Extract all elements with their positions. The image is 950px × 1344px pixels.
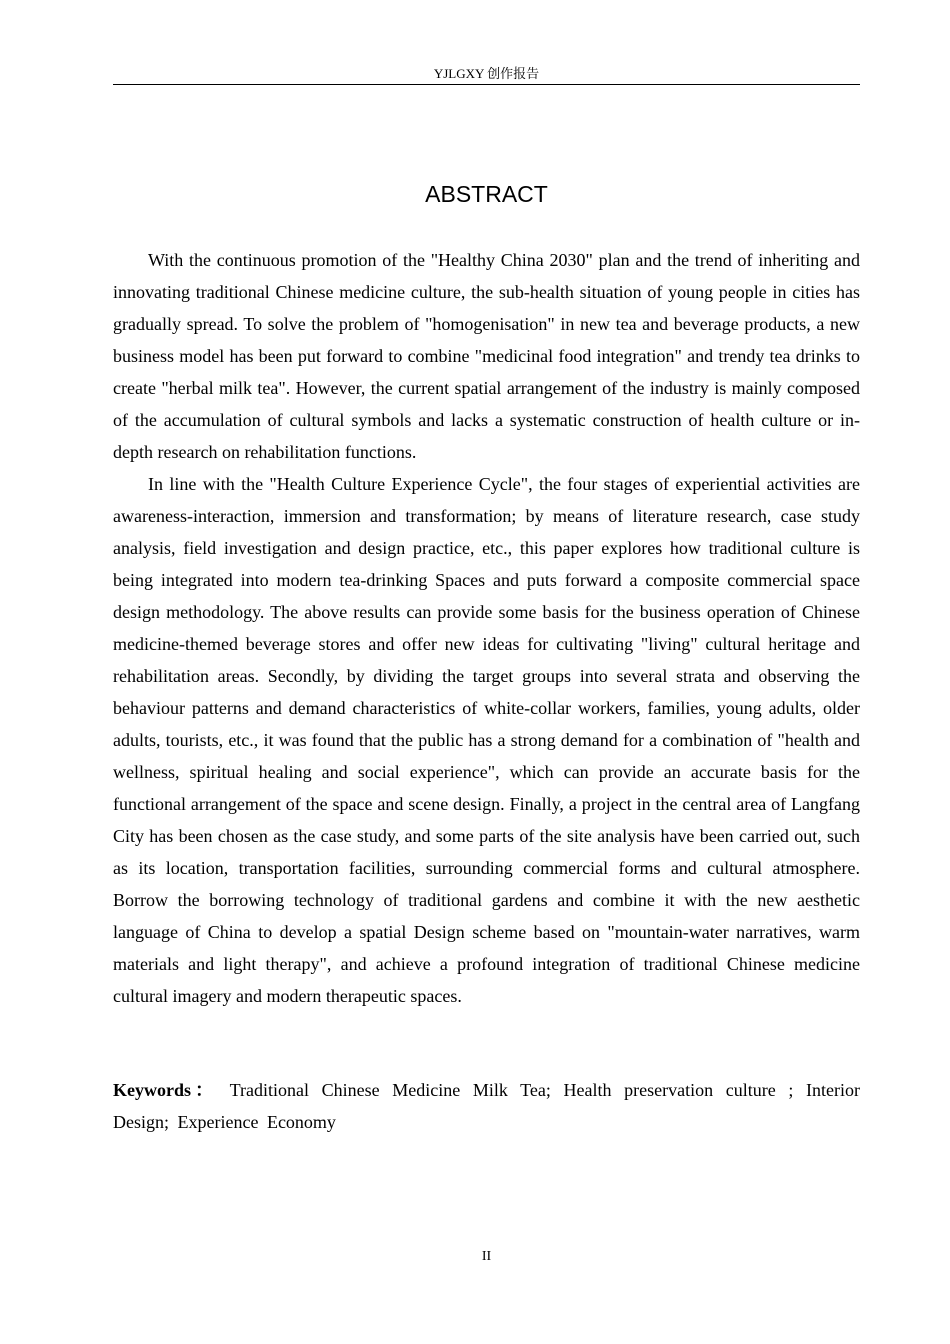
running-header: YJLGXY 创作报告 — [113, 64, 860, 85]
page-number: II — [481, 1249, 492, 1264]
abstract-paragraph-2: In line with the "Health Culture Experience Cycle", the four stages of experiential activities are awareness-interaction, immersion and transformation; by means of literature research, case study analysis, field investigation and design practice, etc., this paper explores how traditional culture is being integrated into modern tea-drinking Spaces and puts forward a composite commercial space design methodology. The above results can provide some basis for the business operation of Chinese medicine-themed beverage stores and offer new ideas for cultivating "living" cultural heritage and rehabilitation areas. Secondly, by dividing the target groups into several strata and observing the behaviour patterns and demand characteristics of white-collar workers, families, young adults, older adults, tourists, etc., it was found that the public has a strong demand for a combination of "health and wellness, spiritual healing and social experience", which can provide an accurate basis for the functional arrangement of the space and scene design. Finally, a project in the central area of Langfang City has been chosen as the case study, and some parts of the site analysis have been carried out, such as its location, transportation facilities, surrounding commercial forms and cultural atmosphere. Borrow the borrowing technology of traditional gardens and combine it with the new aesthetic language of China to develop a spatial Design scheme based on "mountain-water narratives, warm materials and light therapy", and achieve a profound integration of traditional Chinese medicine cultural imagery and modern therapeutic spaces. — [113, 474, 860, 1006]
keywords-line — [113, 1074, 860, 1138]
abstract-title: ABSTRACT — [425, 181, 548, 207]
abstract-paragraph-1: With the continuous promotion of the "Healthy China 2030" plan and the trend of inheriting and innovating traditional Chinese medicine culture, the sub-health situation of young people in cities has gradually spread. To solve the problem of "homogenisation" in new tea and beverage products, a new business model has been put forward to combine "medicinal food integration" and trendy tea drinks to create "herbal milk tea". However, the current spatial arrangement of the industry is mainly composed of the accumulation of cultural symbols and lacks a systematic construction of health culture or in-depth research on rehabilitation functions. — [113, 250, 860, 462]
keywords-label: Keywords： — [113, 1080, 218, 1100]
abstract-body — [113, 244, 860, 1012]
keywords-text: Traditional Chinese Medicine Milk Tea; Health preservation culture ; Interior Design; Experience Economy — [113, 1080, 860, 1132]
